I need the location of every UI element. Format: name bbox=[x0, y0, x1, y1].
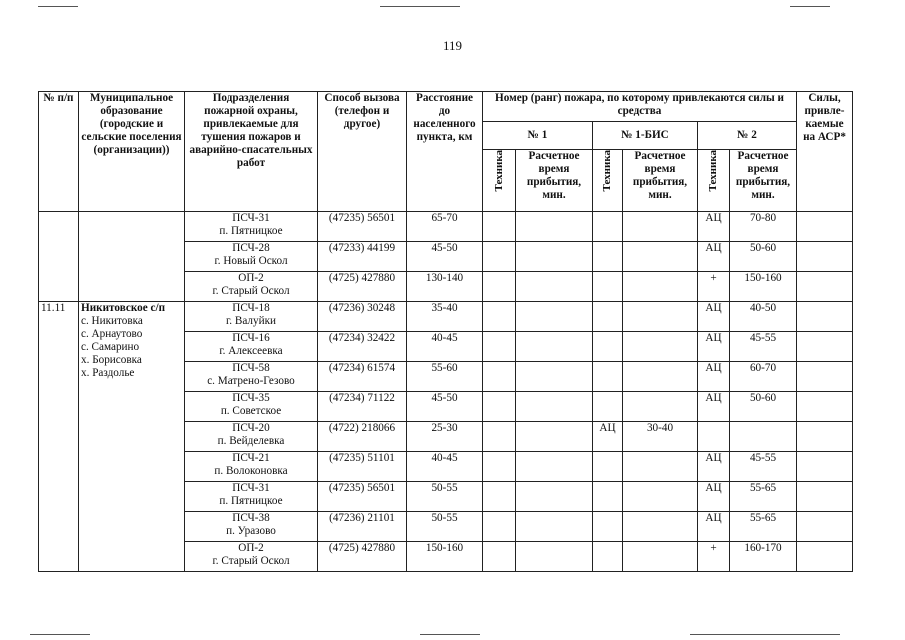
rank1bis-technique-cell bbox=[593, 242, 623, 272]
rank1-technique-cell bbox=[483, 272, 516, 302]
settlement-name: х. Борисовка bbox=[81, 354, 142, 366]
unit-cell bbox=[185, 242, 318, 272]
header-municipality: Муниципальное образование (городские и сельские поселения (организации)) bbox=[79, 92, 185, 212]
rank2-technique-cell: АЦ bbox=[698, 452, 730, 482]
rank1-technique-cell bbox=[483, 452, 516, 482]
rank1bis-technique-cell bbox=[593, 272, 623, 302]
asr-cell bbox=[797, 302, 853, 332]
rank1bis-technique-cell bbox=[593, 482, 623, 512]
rank1bis-arrival-cell bbox=[623, 212, 698, 242]
unit-location: п. Пятницкое bbox=[219, 495, 283, 507]
rank2-arrival-cell: 45-55 bbox=[730, 332, 797, 362]
unit-location: п. Уразово bbox=[226, 525, 276, 537]
unit-location: п. Советское bbox=[220, 405, 282, 417]
rank2-arrival-cell: 60-70 bbox=[730, 362, 797, 392]
header-technique-2: Техника bbox=[698, 150, 730, 212]
distance-cell: 25-30 bbox=[407, 422, 483, 452]
distance-cell: 40-45 bbox=[407, 452, 483, 482]
rank1bis-technique-cell bbox=[593, 362, 623, 392]
distance-cell: 45-50 bbox=[407, 392, 483, 422]
settlement-name: х. Раздолье bbox=[81, 367, 135, 379]
distance-cell: 50-55 bbox=[407, 512, 483, 542]
rank1-arrival-cell bbox=[516, 212, 593, 242]
rank1-arrival-cell bbox=[516, 482, 593, 512]
distance-cell: 150-160 bbox=[407, 542, 483, 572]
rank2-arrival-cell: 40-50 bbox=[730, 302, 797, 332]
fire-forces-table bbox=[38, 91, 853, 572]
distance-cell: 65-70 bbox=[407, 212, 483, 242]
header-arrival-1: Расчетное время прибытия, мин. bbox=[516, 150, 593, 212]
rank1-technique-cell bbox=[483, 242, 516, 272]
unit-cell bbox=[185, 272, 318, 302]
asr-cell bbox=[797, 272, 853, 302]
rank1-technique-cell bbox=[483, 542, 516, 572]
rank2-technique-cell: АЦ bbox=[698, 242, 730, 272]
municipality-title: Никитовское с/п bbox=[81, 302, 166, 314]
header-num: № п/п bbox=[39, 92, 79, 212]
unit-location: г. Старый Оскол bbox=[212, 285, 290, 297]
phone-cell: (47233) 44199 bbox=[318, 242, 407, 272]
unit-cell bbox=[185, 422, 318, 452]
rank1bis-arrival-cell bbox=[623, 392, 698, 422]
phone-cell: (47235) 56501 bbox=[318, 212, 407, 242]
rank1bis-arrival-cell bbox=[623, 242, 698, 272]
rank1bis-technique-cell bbox=[593, 392, 623, 422]
rank1-arrival-cell bbox=[516, 362, 593, 392]
unit-cell bbox=[185, 302, 318, 332]
unit-location: г. Валуйки bbox=[225, 315, 277, 327]
scan-edge-bottom-left bbox=[30, 634, 90, 635]
unit-name: ПСЧ-28 bbox=[232, 242, 270, 254]
phone-cell: (47234) 61574 bbox=[318, 362, 407, 392]
rank2-technique-cell: + bbox=[698, 272, 730, 302]
rank2-technique-cell bbox=[698, 422, 730, 452]
unit-name: ПСЧ-20 bbox=[232, 422, 270, 434]
unit-name: ПСЧ-18 bbox=[232, 302, 270, 314]
rank2-arrival-cell: 45-55 bbox=[730, 452, 797, 482]
unit-name: ПСЧ-35 bbox=[232, 392, 270, 404]
asr-cell bbox=[797, 332, 853, 362]
rank1-technique-cell bbox=[483, 392, 516, 422]
rank1-technique-cell bbox=[483, 212, 516, 242]
phone-cell: (47235) 56501 bbox=[318, 482, 407, 512]
unit-name: ПСЧ-58 bbox=[232, 362, 270, 374]
rank1bis-arrival-cell: 30-40 bbox=[623, 422, 698, 452]
rank2-arrival-cell: 160-170 bbox=[730, 542, 797, 572]
scan-edge-top-mid bbox=[380, 6, 460, 7]
unit-cell bbox=[185, 392, 318, 422]
rank1bis-technique-cell bbox=[593, 212, 623, 242]
header-call-method: Способ вызова (телефон и другое) bbox=[318, 92, 407, 212]
scan-edge-bottom-right bbox=[690, 634, 840, 635]
distance-cell: 40-45 bbox=[407, 332, 483, 362]
unit-name: ОП-2 bbox=[238, 542, 264, 554]
header-technique-1bis: Техника bbox=[593, 150, 623, 212]
unit-name: ОП-2 bbox=[238, 272, 264, 284]
rank2-arrival-cell: 70-80 bbox=[730, 212, 797, 242]
unit-name: ПСЧ-31 bbox=[232, 482, 270, 494]
rank1bis-arrival-cell bbox=[623, 542, 698, 572]
header-rank-1bis: № 1-БИС bbox=[593, 122, 698, 150]
rank1bis-arrival-cell bbox=[623, 302, 698, 332]
prev-municipality-cell bbox=[79, 212, 185, 302]
unit-cell bbox=[185, 512, 318, 542]
unit-location: г. Старый Оскол bbox=[212, 555, 290, 567]
rank1-arrival-cell bbox=[516, 422, 593, 452]
header-asr: Силы, привле-каемые на АСР* bbox=[797, 92, 853, 212]
unit-cell bbox=[185, 482, 318, 512]
rank1-arrival-cell bbox=[516, 242, 593, 272]
unit-location: с. Матрено-Гезово bbox=[207, 375, 295, 387]
rank2-arrival-cell: 50-60 bbox=[730, 392, 797, 422]
table-body bbox=[39, 212, 853, 572]
scan-edge-top-right bbox=[790, 6, 830, 7]
rank1bis-arrival-cell bbox=[623, 452, 698, 482]
phone-cell: (47236) 30248 bbox=[318, 302, 407, 332]
rank2-technique-cell: АЦ bbox=[698, 332, 730, 362]
phone-cell: (47234) 32422 bbox=[318, 332, 407, 362]
asr-cell bbox=[797, 392, 853, 422]
rank1-technique-cell bbox=[483, 362, 516, 392]
unit-cell bbox=[185, 542, 318, 572]
settlement-name: с. Самарино bbox=[81, 341, 140, 353]
rank2-arrival-cell: 50-60 bbox=[730, 242, 797, 272]
rank2-technique-cell: АЦ bbox=[698, 212, 730, 242]
rank2-arrival-cell: 150-160 bbox=[730, 272, 797, 302]
unit-name: ПСЧ-31 bbox=[232, 212, 270, 224]
rank2-technique-cell: АЦ bbox=[698, 362, 730, 392]
rank1-arrival-cell bbox=[516, 542, 593, 572]
asr-cell bbox=[797, 362, 853, 392]
rank1-arrival-cell bbox=[516, 272, 593, 302]
rank1bis-technique-cell: АЦ bbox=[593, 422, 623, 452]
unit-location: г. Новый Оскол bbox=[214, 255, 288, 267]
asr-cell bbox=[797, 452, 853, 482]
scan-edge-bottom-mid bbox=[420, 634, 480, 635]
rank1-technique-cell bbox=[483, 422, 516, 452]
rank1bis-arrival-cell bbox=[623, 272, 698, 302]
distance-cell: 130-140 bbox=[407, 272, 483, 302]
rank2-arrival-cell bbox=[730, 422, 797, 452]
header-units: Подразделения пожарной охраны, привлекаемые для тушения пожаров и аварийно-спасательных работ bbox=[185, 92, 318, 212]
header-rank-1: № 1 bbox=[483, 122, 593, 150]
asr-cell bbox=[797, 212, 853, 242]
rank1bis-technique-cell bbox=[593, 332, 623, 362]
settlement-name: с. Арнаутово bbox=[81, 328, 143, 340]
phone-cell: (47234) 71122 bbox=[318, 392, 407, 422]
rank2-technique-cell: + bbox=[698, 542, 730, 572]
rank1-technique-cell bbox=[483, 302, 516, 332]
phone-cell: (4725) 427880 bbox=[318, 272, 407, 302]
asr-cell bbox=[797, 242, 853, 272]
asr-cell bbox=[797, 482, 853, 512]
phone-cell: (4722) 218066 bbox=[318, 422, 407, 452]
unit-location: п. Волоконовка bbox=[214, 465, 288, 477]
prev-num-cell bbox=[39, 212, 79, 302]
unit-cell bbox=[185, 212, 318, 242]
unit-cell bbox=[185, 452, 318, 482]
settlement-name: с. Никитовка bbox=[81, 315, 143, 327]
table-header bbox=[39, 92, 853, 212]
asr-cell bbox=[797, 422, 853, 452]
rank1bis-technique-cell bbox=[593, 302, 623, 332]
rank1-arrival-cell bbox=[516, 302, 593, 332]
group-num-cell: 11.11 bbox=[39, 302, 79, 572]
rank2-arrival-cell: 55-65 bbox=[730, 512, 797, 542]
header-rank-group: Номер (ранг) пожара, по которому привлекаются силы и средства bbox=[483, 92, 797, 122]
header-arrival-1bis: Расчетное время прибытия, мин. bbox=[623, 150, 698, 212]
distance-cell: 50-55 bbox=[407, 482, 483, 512]
unit-location: п. Вейделевка bbox=[217, 435, 285, 447]
table-row bbox=[39, 212, 853, 242]
asr-cell bbox=[797, 542, 853, 572]
rank1-arrival-cell bbox=[516, 392, 593, 422]
phone-cell: (47236) 21101 bbox=[318, 512, 407, 542]
rank2-arrival-cell: 55-65 bbox=[730, 482, 797, 512]
asr-cell bbox=[797, 512, 853, 542]
header-arrival-2: Расчетное время прибытия, мин. bbox=[730, 150, 797, 212]
rank1bis-arrival-cell bbox=[623, 332, 698, 362]
unit-cell bbox=[185, 362, 318, 392]
phone-cell: (4725) 427880 bbox=[318, 542, 407, 572]
header-distance: Расстояние до населенного пункта, км bbox=[407, 92, 483, 212]
distance-cell: 35-40 bbox=[407, 302, 483, 332]
header-rank-2: № 2 bbox=[698, 122, 797, 150]
rank2-technique-cell: АЦ bbox=[698, 512, 730, 542]
table-row bbox=[39, 302, 853, 332]
rank2-technique-cell: АЦ bbox=[698, 392, 730, 422]
rank1bis-technique-cell bbox=[593, 512, 623, 542]
rank2-technique-cell: АЦ bbox=[698, 302, 730, 332]
rank2-technique-cell: АЦ bbox=[698, 482, 730, 512]
page-number: 119 bbox=[442, 38, 463, 53]
rank1-technique-cell bbox=[483, 332, 516, 362]
phone-cell: (47235) 51101 bbox=[318, 452, 407, 482]
rank1-technique-cell bbox=[483, 512, 516, 542]
unit-location: п. Пятницкое bbox=[219, 225, 283, 237]
unit-location: г. Алексеевка bbox=[219, 345, 283, 357]
distance-cell: 55-60 bbox=[407, 362, 483, 392]
unit-name: ПСЧ-21 bbox=[232, 452, 270, 464]
rank1-technique-cell bbox=[483, 482, 516, 512]
rank1bis-arrival-cell bbox=[623, 512, 698, 542]
rank1bis-technique-cell bbox=[593, 452, 623, 482]
distance-cell: 45-50 bbox=[407, 242, 483, 272]
unit-cell bbox=[185, 332, 318, 362]
rank1bis-arrival-cell bbox=[623, 362, 698, 392]
rank1bis-arrival-cell bbox=[623, 482, 698, 512]
group-municipality-cell bbox=[79, 302, 185, 572]
unit-name: ПСЧ-38 bbox=[232, 512, 270, 524]
unit-name: ПСЧ-16 bbox=[232, 332, 270, 344]
rank1-arrival-cell bbox=[516, 332, 593, 362]
rank1-arrival-cell bbox=[516, 452, 593, 482]
scan-edge-top-left bbox=[38, 6, 78, 7]
rank1bis-technique-cell bbox=[593, 542, 623, 572]
rank1-arrival-cell bbox=[516, 512, 593, 542]
header-technique-1: Техника bbox=[483, 150, 516, 212]
